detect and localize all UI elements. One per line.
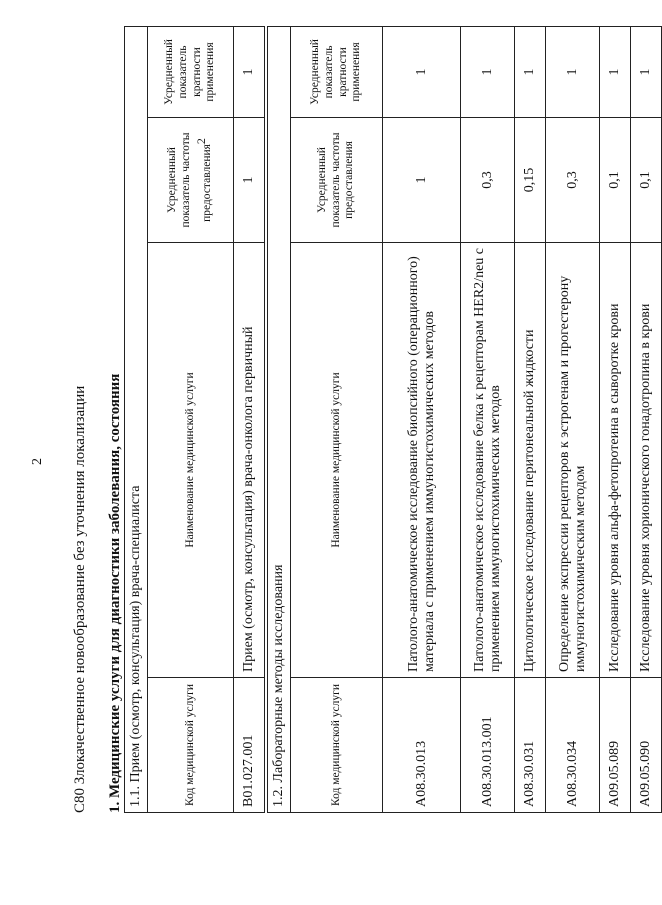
service-frequency: 1: [234, 118, 265, 243]
service-multiplicity: 1: [515, 26, 546, 117]
service-multiplicity: 1: [600, 26, 631, 117]
service-name: Патолого-анатомическое исследование белка к рецепторам HER2/neu с применением иммуногистохимических методов: [461, 243, 515, 678]
service-name: Цитологическое исследование перитонеальной жидкости: [515, 243, 546, 678]
table-row: [234, 26, 265, 812]
section-title: 1. Медицинские услуги для диагностики заболевания, состояния: [107, 373, 123, 813]
column-header-frequency: [148, 118, 234, 243]
column-header-multiplicity: Усредненный показатель кратности применения: [291, 26, 383, 117]
service-frequency: 0,15: [515, 118, 546, 243]
table-row: [515, 26, 546, 812]
document-title: C80 Злокачественное новообразование без уточнения локализации: [72, 385, 88, 813]
service-frequency: 0,3: [461, 118, 515, 243]
service-code: A08.30.013.001: [461, 678, 515, 813]
service-code: A09.05.090: [631, 678, 662, 813]
table-caption: 1.1. Прием (осмотр, консультация) врача-специалиста: [125, 26, 148, 812]
table-row: [546, 26, 600, 812]
table-caption: 1.2. Лабораторные методы исследования: [268, 26, 291, 812]
column-header-name: Наименование медицинской услуги: [148, 243, 234, 678]
column-header-multiplicity: Усредненный показатель кратности применения: [148, 26, 234, 117]
service-code: B01.027.001: [234, 678, 265, 813]
service-multiplicity: 1: [631, 26, 662, 117]
service-name: Исследование уровня хорионического гонадотропина в крови: [631, 243, 662, 678]
column-header-code: Код медицинской услуги: [148, 678, 234, 813]
service-name: Определение экспрессии рецепторов к эстрогенам и прогестерону иммуногистохимическим методом: [546, 243, 600, 678]
table-caption-row: [268, 26, 291, 812]
service-frequency: 0,1: [631, 118, 662, 243]
column-header-frequency: Усредненный показатель частоты предоставления: [291, 118, 383, 243]
service-multiplicity: 1: [234, 26, 265, 117]
service-frequency: 0,1: [600, 118, 631, 243]
service-code: A08.30.013: [383, 678, 461, 813]
table-caption-row: [125, 26, 148, 812]
table-row: [600, 26, 631, 812]
footnote-marker: 2: [194, 138, 209, 145]
service-multiplicity: 1: [383, 26, 461, 117]
table-row: [461, 26, 515, 812]
service-name: Исследование уровня альфа-фетопротеина в сыворотке крови: [600, 243, 631, 678]
service-name: Прием (осмотр, консультация) врача-онколога первичный: [234, 243, 265, 678]
service-code: A08.30.034: [546, 678, 600, 813]
table-row: [383, 26, 461, 812]
frequency-header-text: Усредненный показатель частоты предоставления: [166, 132, 213, 228]
consultation-table: [124, 26, 265, 813]
table-header-row: [148, 26, 234, 812]
service-multiplicity: 1: [461, 26, 515, 117]
column-header-name: Наименование медицинской услуги: [291, 243, 383, 678]
table-row: [631, 26, 662, 812]
table-header-row: [291, 26, 383, 812]
service-code: A08.30.031: [515, 678, 546, 813]
column-header-code: Код медицинской услуги: [291, 678, 383, 813]
laboratory-methods-table: [267, 26, 662, 813]
page-number: 2: [30, 458, 45, 465]
service-name: Патолого-анатомическое исследование биопсийного (операционного) материала с применением иммуногистохимических методов: [383, 243, 461, 678]
service-multiplicity: 1: [546, 26, 600, 117]
service-code: A09.05.089: [600, 678, 631, 813]
service-frequency: 1: [383, 118, 461, 243]
service-frequency: 0,3: [546, 118, 600, 243]
